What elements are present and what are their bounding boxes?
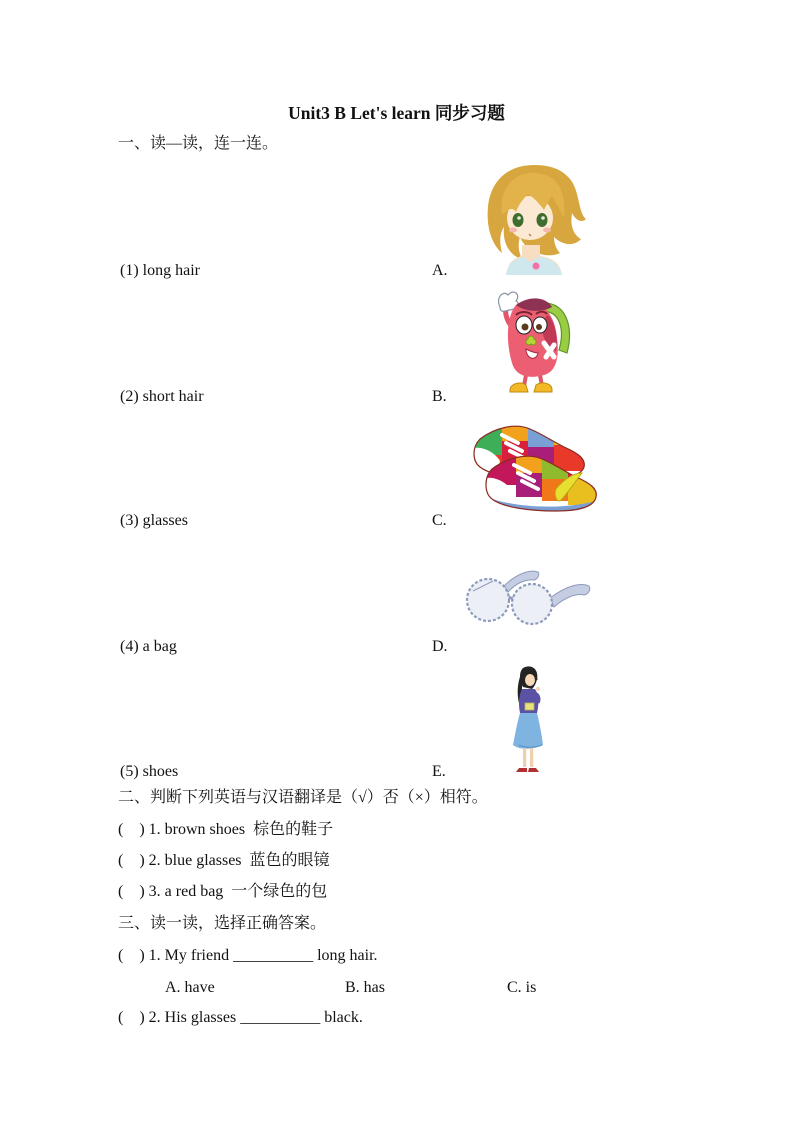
match-item-2-label: (2) short hair: [120, 388, 204, 405]
woman-skirt: [513, 713, 543, 749]
match-letter-a: A.: [432, 262, 448, 279]
match-item-5-label: (5) shoes: [120, 763, 179, 780]
woman-shoe-right: [528, 768, 539, 772]
match-item-4-label: (4) a bag: [120, 638, 177, 655]
match-letter-c: C.: [432, 512, 447, 529]
woman-shoe-left: [516, 768, 527, 772]
colorful-sneakers-image: [456, 421, 597, 518]
red-backpack-image: [486, 287, 578, 393]
section-one-heading: 一、读—读，连一连。: [118, 135, 279, 152]
choice-q1-option-a: A. have: [165, 979, 215, 996]
match-item-3-label: (3) glasses: [120, 512, 188, 529]
choice-question-1-stem: ( ) 1. My friend __________ long hair.: [118, 947, 378, 964]
section-two-heading: 二、判断下列英语与汉语翻译是（√）否（×）相符。: [118, 789, 488, 806]
judge-item-1: ( ) 1. brown shoes 棕色的鞋子: [118, 821, 334, 838]
match-letter-b: B.: [432, 388, 447, 405]
glasses-lens-right: [512, 584, 552, 624]
round-glasses-image: [462, 564, 598, 628]
match-letter-d: D.: [432, 638, 448, 655]
judge-item-2: ( ) 2. blue glasses 蓝色的眼镜: [118, 852, 330, 869]
girl-bow: [533, 263, 540, 270]
glasses-temple-right: [550, 585, 590, 608]
section-three-heading: 三、读一读，选择正确答案。: [118, 915, 327, 932]
judge-item-3: ( ) 3. a red bag 一个绿色的包: [118, 883, 328, 900]
page-title: Unit3 B Let's learn 同步习题: [288, 103, 505, 123]
backpack-foot-right: [534, 383, 552, 392]
choice-q1-option-b: B. has: [345, 979, 385, 996]
woman-notebook: [525, 703, 534, 710]
girl-long-hair-image: [478, 161, 590, 275]
glasses-lens-left: [467, 579, 509, 621]
woman-teacher-image: [509, 664, 547, 774]
match-item-1-label: (1) long hair: [120, 262, 200, 279]
choice-question-2-stem: ( ) 2. His glasses __________ black.: [118, 1009, 363, 1026]
choice-q1-option-c: C. is: [507, 979, 537, 996]
backpack-foot-left: [510, 383, 528, 392]
match-letter-e: E.: [432, 763, 446, 780]
